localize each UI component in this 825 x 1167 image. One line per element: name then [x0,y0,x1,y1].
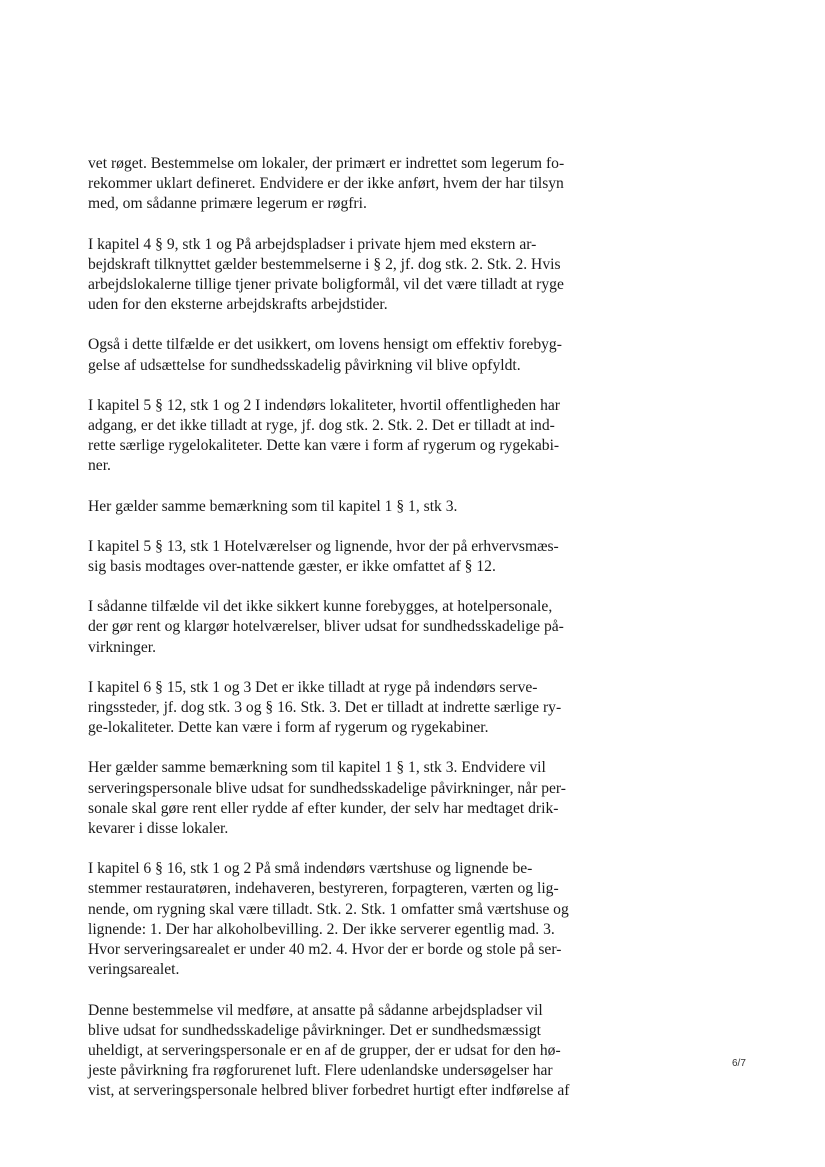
paragraph [88,678,612,739]
text-line: Denne bestemmelse vil medføre, at ansatte på sådanne arbejdspladser vil [88,1001,543,1019]
paragraph [88,1001,612,1102]
text-line: rette særlige rygelokaliteter. Dette kan være i form af rygerum og rygekabi- [88,437,560,455]
text-line: uden for den eksterne arbejdskrafts arbejdstider. [88,296,388,314]
text-line: nende, om rygning skal være tilladt. Stk. 2. Stk. 1 omfatter små værtshuse og [88,900,569,918]
text-line: Også i dette tilfælde er det usikkert, om lovens hensigt om effektiv forebyg- [88,336,562,354]
text-line: ner. [88,457,111,475]
text-line: serveringspersonale blive udsat for sundhedsskadelige påvirkninger, når per- [88,779,566,797]
paragraph [88,537,612,577]
text-line: der gør rent og klargør hotelværelser, bliver udsat for sundhedsskadelige på- [88,618,564,636]
text-line: med, om sådanne primære legerum er røgfri. [88,195,367,213]
text-line: ge-lokaliteter. Dette kan være i form af rygerum og rygekabiner. [88,719,489,737]
text-line: arbejdslokalerne tillige tjener private boligformål, vil det være tilladt at ryge [88,276,564,294]
text-line: vet røget. Bestemmelse om lokaler, der primært er indrettet som legerum fo- [88,155,565,172]
paragraph [88,396,612,477]
paragraph [88,154,612,215]
page-number: 6/7 [732,1058,746,1069]
text-line: lignende: 1. Der har alkoholbevilling. 2. Der ikke serverer egentlig mad. 3. [88,920,555,938]
text-line: sonale skal gøre rent eller rydde af efter kunder, der selv har medtaget drik- [88,799,559,817]
text-line: I kapitel 5 § 13, stk 1 Hotelværelser og lignende, hvor der på erhvervsmæs- [88,537,559,555]
text-line: I kapitel 4 § 9, stk 1 og På arbejdspladser i private hjem med ekstern ar- [88,235,537,253]
text-line: Her gælder samme bemærkning som til kapitel 1 § 1, stk 3. [88,497,458,515]
text-line: uheldigt, at serveringspersonale er en af de grupper, der er udsat for den hø- [88,1041,561,1059]
paragraph [88,335,612,375]
text-line: I sådanne tilfælde vil det ikke sikkert kunne forebygges, at hotelpersonale, [88,598,553,616]
text-line: blive udsat for sundhedsskadelige påvirkninger. Det er sundhedsmæssigt [88,1021,542,1039]
text-line: adgang, er det ikke tilladt at ryge, jf. dog stk. 2. Stk. 2. Det er tilladt at ind- [88,417,555,435]
text-line: Her gælder samme bemærkning som til kapitel 1 § 1, stk 3. Endvidere vil [88,759,546,777]
text-line: vist, at serveringspersonale helbred bliver forbedret hurtigt efter indførelse af [88,1082,570,1100]
text-line: I kapitel 6 § 15, stk 1 og 3 Det er ikke tilladt at ryge på indendørs serve- [88,678,538,696]
text-line: bejdskraft tilknyttet gælder bestemmelserne i § 2, jf. dog stk. 2. Stk. 2. Hvis [88,255,561,273]
text-line: I kapitel 5 § 12, stk 1 og 2 I indendørs lokaliteter, hvortil offentligheden har [88,396,560,414]
paragraph [88,497,612,517]
text-line: virkninger. [88,638,156,656]
paragraph [88,597,612,658]
paragraph [88,859,612,980]
text-line: Hvor serveringsarealet er under 40 m2. 4. Hvor der er borde og stole på ser- [88,941,562,959]
text-line: sig basis modtages over-nattende gæster, er ikke omfattet af § 12. [88,558,496,576]
paragraph [88,235,612,316]
text-line: veringsarealet. [88,961,180,979]
text-line: jeste påvirkning fra røgforurenet luft. Flere udenlandske undersøgelser har [88,1062,553,1080]
text-line: gelse af udsættelse for sundhedsskadelig påvirkning vil blive opfyldt. [88,356,521,374]
text-line: rekommer uklart defineret. Endvidere er der ikke anført, hvem der har tilsyn [88,175,564,193]
paragraph [88,758,612,839]
document-body [88,154,612,1122]
text-line: I kapitel 6 § 16, stk 1 og 2 På små indendørs værtshuse og lignende be- [88,860,533,878]
text-line: stemmer restauratøren, indehaveren, bestyreren, forpagteren, værten og lig- [88,880,559,898]
text-line: kevarer i disse lokaler. [88,820,229,838]
text-line: ringssteder, jf. dog stk. 3 og § 16. Stk. 3. Det er tilladt at indrette særlige ry- [88,699,562,717]
